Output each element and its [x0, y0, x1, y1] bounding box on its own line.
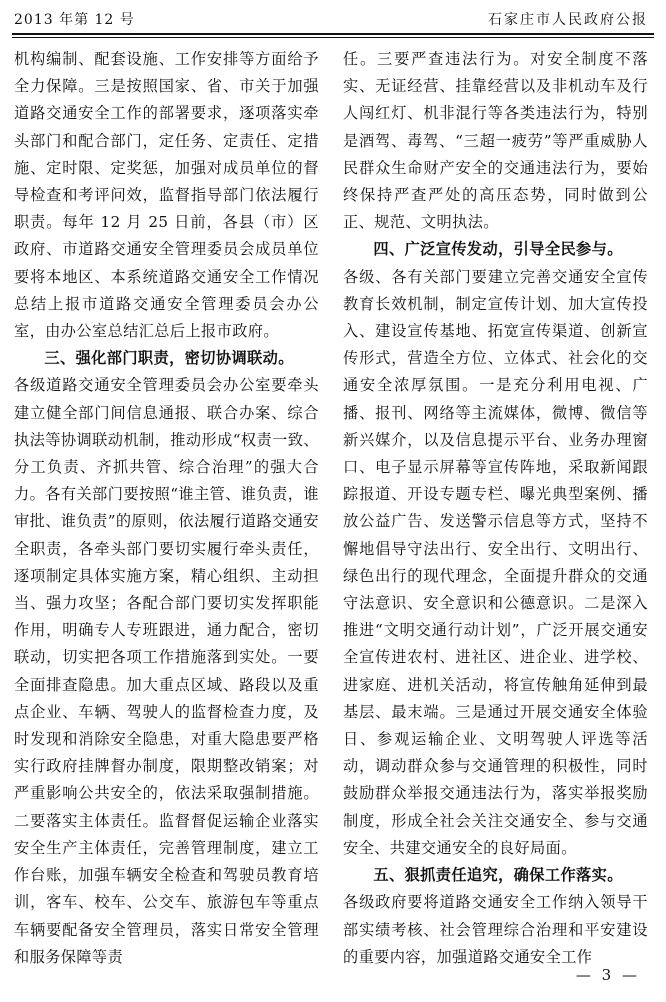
body-paragraph: 各级道路交通安全管理委员会办公室要牵头建立健全部门间信息通报、联合办案、综合执法等协调联动机制，推动形成“权责一致、分工负责、齐抓共管、综合治理”的强大合力。各有关部门要按照“谁主管、谁负责，谁审批、谁负责”的原则，依法履行道路交通安全职责，各牵头部门要切实履行牵头责任，逐项制定具体实施方案，精心组织、主动担当、强力攻坚；各配合部门要切实发挥职能作用，明确专人专班跟进，通力配合，密切联动，切实把各项工作措施落到实处。一要全面排查隐患。加大重点区域、路段以及重点企业、车辆、驾驶人的监督检查力度，及时发现和消除安全隐患，对重大隐患要严格实行政府挂牌督办制度，限期整改销案；对严重影响公共安全的，依法采取强制措施。二要落实主体责任。监督督促运输企业落实安全生产主体责任，完善管理制度，建立工作台账，加强车辆安全检查和驾驶员教育培训，客车、校车、公交车、旅游包车等重点车辆要配备安全管理员，落实日常安全管理和服务保障等责 [14, 376, 319, 966]
issue-label: 2013 年第 12 号 [14, 12, 135, 28]
body-paragraph: 各级、各有关部门要建立完善交通安全宣传教育长效机制，制定宣传计划、加大宣传投入、建设宣传基地、拓宽宣传渠道、创新宣传形式，营造全方位、立体式、社会化的交通安全浓厚氛围。一是充分利用电视、广播、报刊、网络等主流媒体，微博、微信等新兴媒介，以及信息提示平台、业务办理窗口、电子显示屏幕等宣传阵地，采取新闻跟踪报道、开设专题专栏、曝光典型案例、播放公益广告、发送警示信息等方式，坚持不懈地倡导守法出行、安全出行、文明出行、绿色出行的现代理念，全面提升群众的交通守法意识、安全意识和公德意识。二是深入推进“文明交通行动计划”，广泛开展交通安全宣传进农村、进社区、进企业、进学校、进家庭、进机关活动，将宣传触角延伸到最基层、最末端。三是通过开展交通安全体验日、参观运输企业、文明驾驶人评选等活动，调动群众参与交通管理的积极性，同时鼓励群众举报交通违法行为，落实举报奖励制度，形成全社会关注交通安全、参与交通安全、共建交通安全的良好局面。 [343, 267, 648, 857]
body-paragraph: 各级政府要将道路交通安全工作纳入领导干部实绩考核、社会管理综合治理和平安建设的重要内容，加强道路交通安全工作 [343, 893, 648, 966]
header-rule-thin [12, 37, 654, 38]
publication-title: 石家庄市人民政府公报 [488, 12, 648, 28]
left-column [14, 46, 319, 971]
section-heading: 三、强化部门职责，密切协调联动。 [44, 349, 294, 368]
header-rule-thick [12, 33, 654, 35]
section-heading: 五、狠抓责任追究，确保工作落实。 [373, 866, 623, 885]
body-paragraph: 机构编制、配套设施、工作安排等方面给予全力保障。三是按照国家、省、市关于加强道路交通安全工作的部署要求，逐项落实牵头部门和配合部门，定任务、定责任、定措施、定时限、定奖惩，加强对成员单位的督导检查和考评问效，监督指导部门依法履行职责。每年 12 月 25 日前，各县（市）区政府、市道路交通安全管理委员会成员单位要将本地区、本系统道路交通安全工作情况总结上报市道路交通安全管理委员会办公室，由办公室总结汇总后上报市政府。 [14, 50, 319, 341]
body-paragraph: 任。三要严查违法行为。对安全制度不落实、无证经营、挂靠经营以及非机动车及行人闯红灯、机非混行等各类违法行为，特别是酒驾、毒驾、“三超一疲劳”等严重威胁人民群众生命财产安全的交通违法行为，要始终保持严查严处的高压态势，同时做到公正、规范、文明执法。 [343, 50, 648, 232]
right-column [343, 46, 648, 971]
section-heading: 四、广泛宣传发动，引导全民参与。 [373, 240, 623, 259]
page-number: — 3 — [575, 966, 640, 984]
page-header [0, 0, 666, 40]
